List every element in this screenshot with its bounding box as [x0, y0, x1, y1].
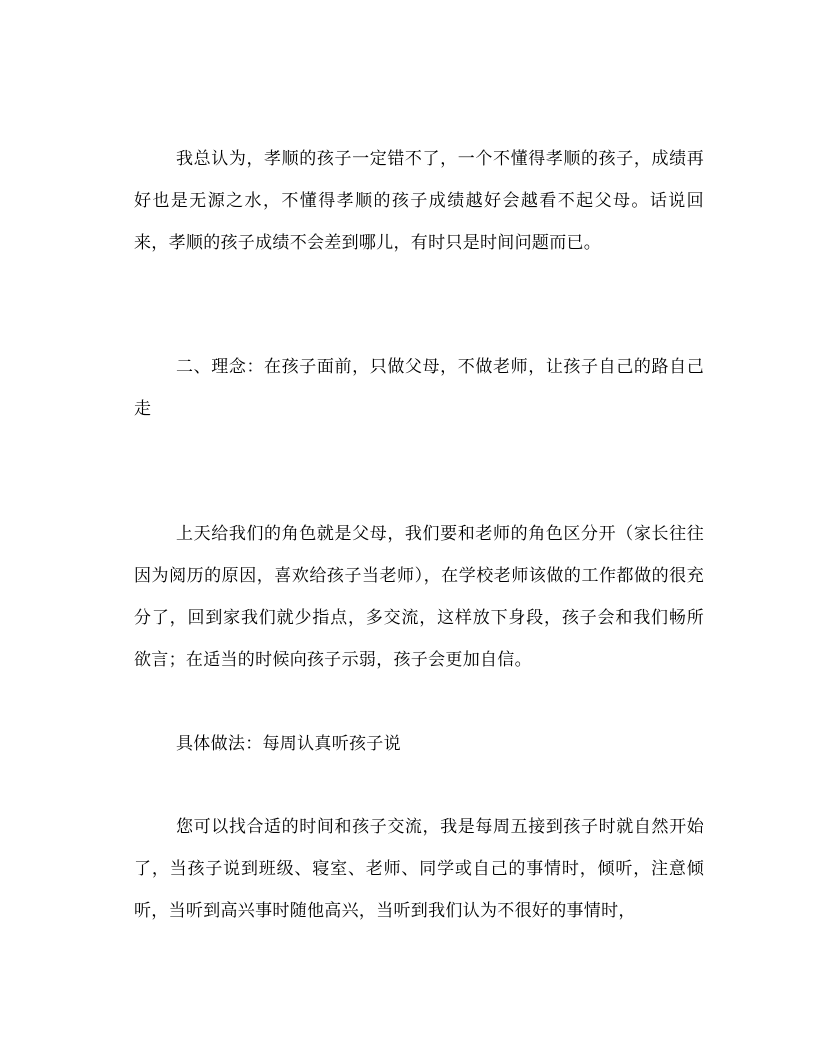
- section-heading-philosophy: 二、理念：在孩子面前，只做父母，不做老师，让孩子自己的路自己走: [134, 357, 704, 419]
- paragraph-method-heading: 具体做法：每周认真听孩子说: [176, 734, 401, 754]
- paragraph-parent-role: 上天给我们的角色就是父母，我们要和老师的角色区分开（家长往往因为阅历的原因，喜欢给孩子当老师），在学校老师该做的工作都做的很充分了，回到家我们就少指点，多交流，这样放下身段，孩子会和我们畅所欲言；在适当的时候向孩子示弱，孩子会更加自信。: [134, 524, 704, 670]
- paragraph-filial-piety: 我总认为，孝顺的孩子一定错不了，一个不懂得孝顺的孩子，成绩再好也是无源之水，不懂得孝顺的孩子成绩越好会越看不起父母。话说回来，孝顺的孩子成绩不会差到哪儿，有时只是时间问题而已。: [134, 149, 704, 253]
- paragraph-weekly-listening: 您可以找合适的时间和孩子交流，我是每周五接到孩子时就自然开始了，当孩子说到班级、寝室、老师、同学或自己的事情时，倾听，注意倾听，当听到高兴事时随他高兴，当听到我们认为不很好的事情时，: [134, 817, 704, 921]
